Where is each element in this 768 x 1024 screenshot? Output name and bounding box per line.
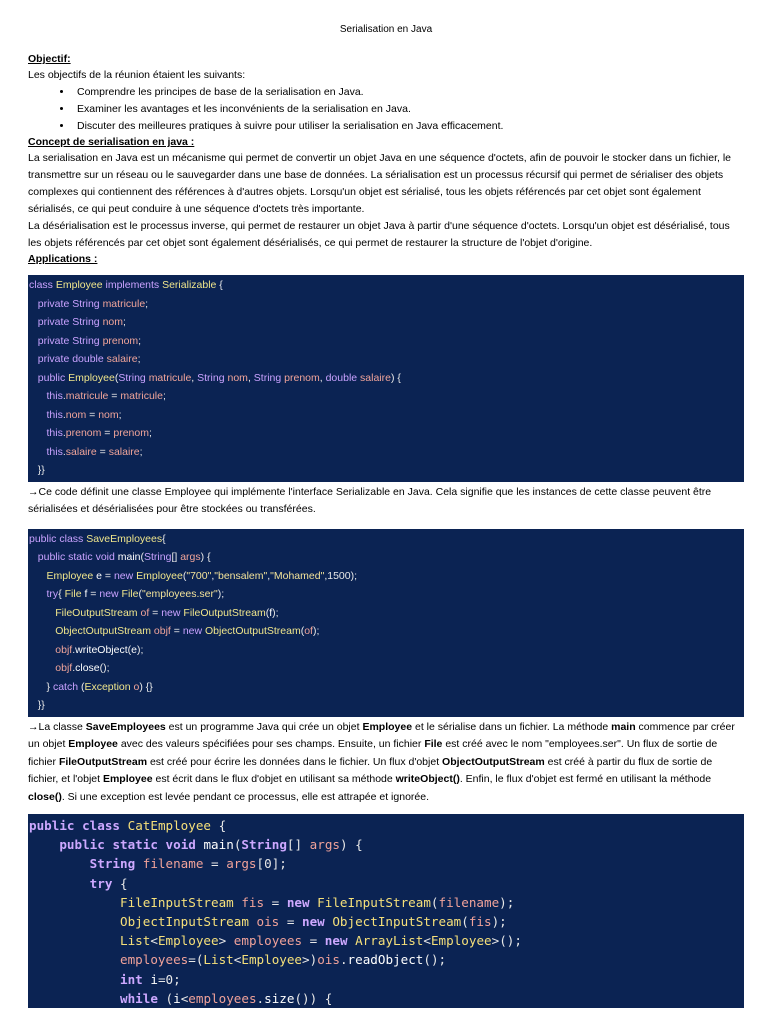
description-text: et le sérialise dans un fichier. La méthode: [412, 720, 612, 733]
cat-employee-code-line: FileInputStream fis = new FileInputStream(filename);: [120, 894, 515, 910]
employee-code-line: this.matricule = matricule;: [46, 390, 166, 402]
bold-term: File: [424, 738, 443, 750]
cat-employee-code-line: ObjectInputStream ois = new ObjectInputStream(fis);: [120, 914, 507, 930]
employee-code-line: }}: [29, 464, 45, 476]
save-employees-code-line: objf.close();: [55, 662, 110, 674]
bold-term: Employee: [362, 720, 413, 733]
employee-code-line: private double salaire;: [37, 353, 141, 365]
concept-paragraph-2: La désérialisation est le processus inverse, qui permet de restaurer un objet Java à partir d'une séquence d'octets. Lorsqu'un objet est désérialisé, tous les objets référencés par cet objet sont également désérialisés, ce qui permet de restaurer la structure de l'objet d'origine.: [28, 220, 730, 249]
bold-term: Employee: [102, 773, 153, 785]
arrow-icon: →: [28, 720, 39, 733]
document-page: [28, 22, 744, 1010]
employee-code-line: this.salaire = salaire;: [46, 445, 143, 458]
bold-term: close(): [28, 790, 62, 803]
cat-employee-code-line: public class CatEmployee {: [29, 818, 227, 833]
employee-code-line: this.prenom = prenom;: [46, 427, 152, 439]
bold-term: Employee: [68, 738, 118, 750]
description-text: est créé pour écrire les données dans le fichier. Un flux d'objet: [147, 755, 443, 768]
description-text: . Enfin, le flux d'objet est fermé en utilisant la méthode: [459, 773, 712, 785]
cat-employee-code-line: while (i<employees.size()) {: [120, 990, 333, 1006]
cat-employee-code-line: List<Employee> employees = new ArrayList<Employee>();: [120, 933, 522, 949]
cat-employee-code-line: int i=0;: [120, 971, 181, 987]
bold-term: SaveEmployees: [85, 720, 166, 733]
code-block-employee: [28, 275, 744, 482]
save-employees-description: [28, 719, 744, 807]
employee-description: [28, 484, 744, 519]
employee-code-line: this.nom = nom;: [46, 408, 122, 421]
employee-code-line: private String nom;: [37, 316, 126, 328]
cat-employee-code-line: public static void main(String[] args) {: [59, 837, 363, 853]
employee-description-text: Ce code définit une classe Employee qui implémente l'interface Serializable en Java. Cela signifie que les instances de cette classe peuvent être sérialisées et désérialisées pour être stockées ou transférées.: [28, 485, 712, 515]
arrow-icon: →: [28, 485, 39, 498]
description-text: avec des valeurs spécifiées pour ses champs. Ensuite, un fichier: [117, 738, 425, 750]
employee-code-line: private String prenom;: [37, 334, 142, 347]
concept-paragraph-1: La serialisation en Java est un mécanisme qui permet de convertir un objet Java en une séquence d'octets, afin de pouvoir le stocker dans un fichier, le transmettre sur un réseau ou le sauvegarder dans une base de données. La sérialisation est un processus récursif qui permet de sérialiser des objets complexes qui contiennent des références à d'autres objets. Lorsqu'un objet est sérialisé, tous les objets référencés par cet objet sont également sérialisés, ce qui peut conduire à une séquence d'octets très importante.: [28, 152, 731, 215]
description-text: commence par créer un objet: [28, 720, 735, 750]
bold-term: FileOutputStream: [58, 755, 148, 768]
save-employees-code-line: public class SaveEmployees{: [29, 532, 166, 545]
save-employees-code-line: ObjectOutputStream objf = new ObjectOutputStream(of);: [55, 625, 320, 637]
cat-employee-code-line: employees=(List<Employee>)ois.readObject();: [120, 952, 447, 968]
bold-term: ObjectOutputStream: [442, 755, 545, 768]
code-block-save-employees: [28, 529, 744, 717]
save-employees-code-line: FileOutputStream of = new FileOutputStream(f);: [55, 606, 279, 619]
list-item: • Comprendre les principes de base de la serialisation en Java.: [73, 84, 744, 101]
description-text: est un programme Java qui crée un objet: [165, 720, 363, 733]
description-text: est écrit dans le flux d'objet en utilisant sa méthode: [152, 773, 396, 785]
save-employees-code-line: try{ File f = new File("employees.ser");: [46, 588, 225, 600]
save-employees-code-line: public static void main(String[] args) {: [37, 551, 211, 563]
description-text: est créé à partir du flux de sortie de fichier, et l'objet: [28, 755, 713, 785]
cat-employee-code-line: try {: [89, 875, 128, 891]
list-item: • Examiner les avantages et les inconvénients de la serialisation en Java.: [73, 101, 744, 118]
description-text: est créé avec le nom "employees.ser". Un flux de sortie de fichier: [28, 738, 718, 768]
objectif-heading: Objectif:: [28, 53, 71, 65]
code-block-cat-employee: [28, 814, 744, 1008]
employee-code-line: private String matricule;: [37, 297, 149, 310]
bold-term: main: [611, 720, 636, 733]
document-title: Serialisation en Java: [339, 24, 433, 35]
save-employees-code-line: Employee e = new Employee("700","bensalem","Mohamed",1500);: [46, 569, 358, 582]
objectif-intro: Les objectifs de la réunion étaient les suivants:: [28, 69, 246, 81]
save-employees-code-line: } catch (Exception o) {}: [29, 680, 153, 693]
employee-code-line: class Employee implements Serializable {: [29, 279, 223, 291]
cat-employee-code-line: String filename = args[0];: [89, 856, 287, 872]
applications-heading: Applications :: [28, 253, 98, 265]
bold-term: writeObject(): [395, 773, 460, 785]
list-item: • Discuter des meilleures pratiques à suivre pour utiliser la serialisation en Java efficacement.: [73, 118, 744, 135]
employee-code-line: public Employee(String matricule, String nom, String prenom, double salaire) {: [37, 371, 401, 384]
description-text: La classe: [38, 720, 86, 733]
save-employees-code-line: }}: [29, 699, 45, 711]
description-text: . Si une exception est levée pendant ce processus, elle est attrapée et ignorée.: [61, 790, 429, 803]
objectif-list: [28, 84, 744, 135]
save-employees-code-line: objf.writeObject(e);: [55, 643, 144, 656]
concept-heading: Concept de serialisation en java :: [28, 136, 195, 148]
